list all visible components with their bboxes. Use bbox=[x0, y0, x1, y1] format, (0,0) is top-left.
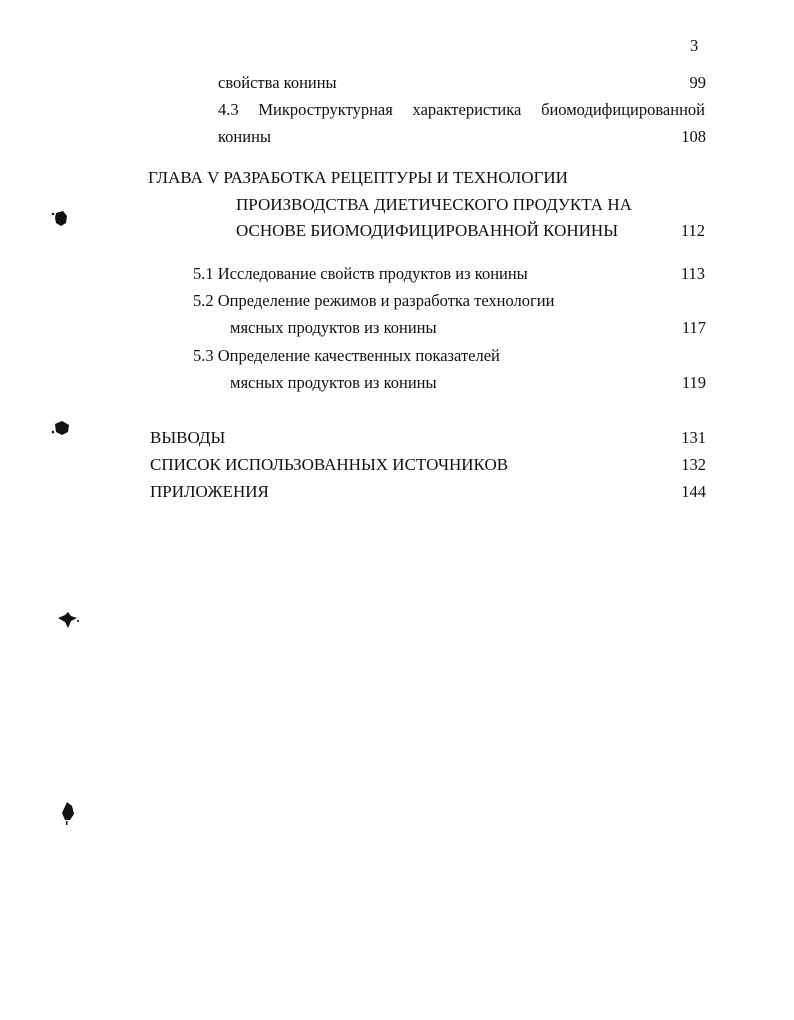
page-number: 3 bbox=[690, 36, 699, 55]
toc-chapter-5-line1: ГЛАВА V РАЗРАБОТКА РЕЦЕПТУРЫ И ТЕХНОЛОГИИ bbox=[148, 168, 568, 187]
toc-chapter-5-line2: ПРОИЗВОДСТВА ДИЕТИЧЕСКОГО ПРОДУКТА НА bbox=[236, 195, 632, 214]
toc-appendices: ПРИЛОЖЕНИЯ bbox=[150, 482, 269, 501]
ink-blot-mark bbox=[54, 610, 80, 632]
toc-entry-4-3-page: 108 bbox=[681, 127, 706, 146]
ink-blot-mark bbox=[50, 418, 74, 440]
toc-entry-5-2-line2: мясных продуктов из конины bbox=[230, 318, 437, 337]
toc-entry-5-2-page: 117 bbox=[681, 318, 706, 337]
toc-chapter-5-line3: ОСНОВЕ БИОМОДИФИЦИРОВАННОЙ КОНИНЫ bbox=[236, 221, 619, 240]
toc-entry-5-1-page: 113 bbox=[680, 264, 705, 283]
ink-blot-mark bbox=[50, 208, 72, 230]
toc-entry-5-3-line2: мясных продуктов из конины bbox=[230, 373, 437, 392]
toc-entry-5-3-line1: 5.3 Определение качественных показателей bbox=[193, 346, 500, 365]
ink-blot-mark bbox=[58, 800, 78, 828]
toc-references: СПИСОК ИСПОЛЬЗОВАННЫХ ИСТОЧНИКОВ bbox=[150, 455, 509, 474]
toc-entry-5-1: 5.1 Исследование свойств продуктов из конины bbox=[193, 264, 528, 283]
toc-appendices-page: 144 bbox=[681, 482, 706, 501]
toc-chapter-5-page: 112 bbox=[680, 221, 705, 240]
toc-entry-text: свойства конины bbox=[218, 73, 337, 92]
toc-entry-4-3-line2: конины bbox=[218, 127, 272, 146]
toc-entry-5-3-page: 119 bbox=[681, 373, 706, 392]
toc-entry-5-2-line1: 5.2 Определение режимов и разработка технологии bbox=[193, 291, 555, 310]
toc-conclusions-page: 131 bbox=[681, 428, 706, 447]
toc-references-page: 132 bbox=[681, 455, 706, 474]
toc-conclusions: ВЫВОДЫ bbox=[150, 428, 226, 447]
toc-entry-4-3-line1: 4.3 Микроструктурная характеристика биомодифицированной bbox=[218, 100, 705, 119]
toc-entry-page: 99 bbox=[689, 73, 706, 92]
